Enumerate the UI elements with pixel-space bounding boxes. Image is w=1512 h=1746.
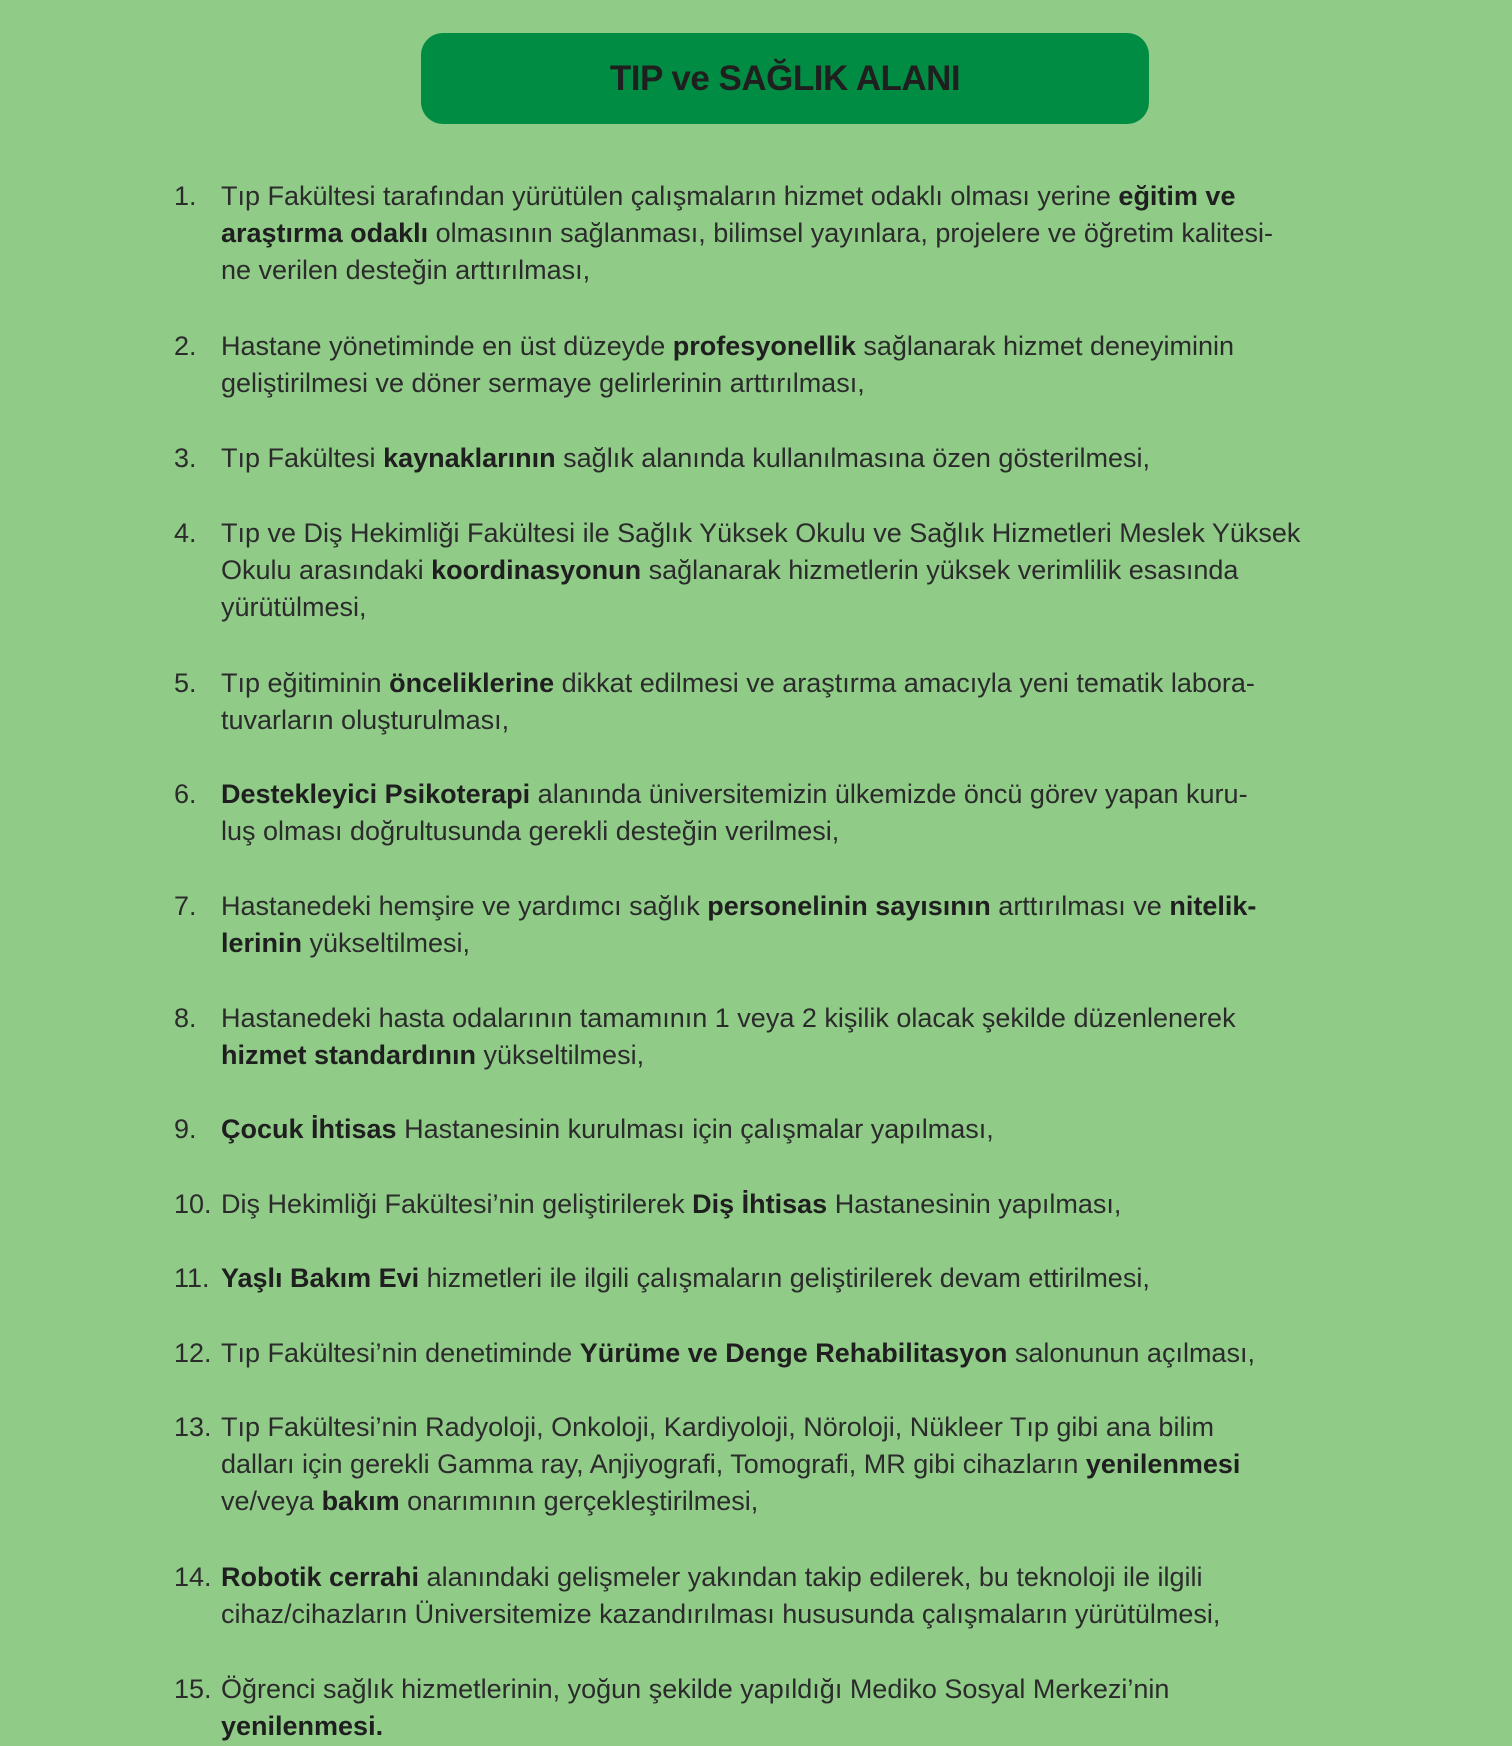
list-item-number: 14. — [174, 1562, 212, 1592]
text-segment: tuvarların oluşturulması, — [221, 705, 510, 735]
text-segment: Tıp Fakültesi’nin denetiminde — [221, 1338, 580, 1368]
text-segment: cihaz/cihazların Üniversitemize kazandırılması hususunda çalışmaların yürütülmesi, — [221, 1599, 1221, 1629]
list-item-number: 4. — [174, 518, 197, 548]
text-segment: Hastanedeki hemşire ve yardımcı sağlık — [221, 891, 708, 921]
list-item-number: 15. — [174, 1674, 212, 1704]
list-item-text — [221, 1335, 1361, 1372]
list-item-number: 9. — [174, 1114, 197, 1144]
list-item-text — [221, 1409, 1361, 1520]
text-segment: Tıp Fakültesi’nin Radyoloji, Onkoloji, Kardiyoloji, Nöroloji, Nükleer Tıp gibi ana bilim — [221, 1412, 1214, 1442]
emphasis-text: eğitim ve — [1118, 181, 1236, 211]
emphasis-text: bakım — [321, 1486, 400, 1516]
text-segment: geliştirilmesi ve döner sermaye gelirlerinin arttırılması, — [221, 368, 865, 398]
emphasis-text: yenilenmesi — [1085, 1449, 1241, 1479]
list-item-number: 12. — [174, 1338, 212, 1368]
text-line — [221, 1186, 1361, 1223]
list-item-number: 3. — [174, 443, 197, 473]
text-segment: dikkat edilmesi ve araştırma amacıyla yeni tematik labora- — [554, 668, 1255, 698]
emphasis-text: önceliklerine — [389, 668, 555, 698]
emphasis-text: koordinasyonun — [431, 555, 642, 585]
emphasis-text: nitelik- — [1169, 891, 1257, 921]
text-line — [221, 178, 1361, 215]
emphasis-text: yenilenmesi. — [221, 1711, 384, 1741]
list-item-text — [221, 1559, 1361, 1633]
list-item-number: 8. — [174, 1003, 197, 1033]
text-line — [221, 1559, 1361, 1596]
emphasis-text: personelinin sayısının — [707, 891, 991, 921]
list-item-text — [221, 328, 1361, 402]
text-segment: Hastane yönetiminde en üst düzeyde — [221, 331, 673, 361]
text-segment: yürütülmesi, — [221, 592, 367, 622]
text-segment: Okulu arasındaki — [221, 555, 432, 585]
text-line — [221, 813, 1361, 850]
text-segment: alanında üniversitemizin ülkemizde öncü görev yapan kuru- — [530, 779, 1248, 809]
text-segment: ne verilen desteğin arttırılması, — [221, 255, 591, 285]
text-segment: Hastanedeki hasta odalarının tamamının 1 veya 2 kişilik olacak şekilde düzenlenerek — [221, 1003, 1236, 1033]
text-line — [221, 215, 1361, 252]
emphasis-text: Destekleyici Psikoterapi — [221, 779, 531, 809]
list-item-text — [221, 178, 1361, 289]
text-line — [221, 1446, 1361, 1483]
text-segment: sağlanarak hizmetlerin yüksek verimlilik esasında — [641, 555, 1239, 585]
title-banner — [421, 33, 1149, 124]
emphasis-text: Diş İhtisas — [692, 1189, 828, 1219]
text-line — [221, 1037, 1361, 1074]
text-line — [221, 888, 1361, 925]
text-segment: Tıp eğitiminin — [221, 668, 390, 698]
text-segment: luş olması doğrultusunda gerekli desteğin verilmesi, — [221, 816, 840, 846]
text-segment: olmasının sağlanması, bilimsel yayınlara, projelere ve öğretim kalitesi- — [428, 218, 1273, 248]
emphasis-text: Yürüme ve Denge Rehabilitasyon — [579, 1338, 1008, 1368]
list-item-number: 13. — [174, 1412, 212, 1442]
list-item-number: 2. — [174, 331, 197, 361]
list-item-number: 10. — [174, 1189, 212, 1219]
emphasis-text: profesyonellik — [672, 331, 856, 361]
text-line — [221, 515, 1361, 552]
text-line — [221, 552, 1361, 589]
text-segment: ve/veya — [221, 1486, 322, 1516]
text-line — [221, 1409, 1361, 1446]
text-line — [221, 252, 1361, 289]
list-item-number: 1. — [174, 181, 197, 211]
text-line — [221, 1000, 1361, 1037]
emphasis-text: araştırma odaklı — [221, 218, 429, 248]
emphasis-text: kaynaklarının — [383, 443, 556, 473]
text-line — [221, 589, 1361, 626]
list-item-number: 11. — [174, 1263, 210, 1293]
text-segment: Tıp Fakültesi tarafından yürütülen çalışmaların hizmet odaklı olması yerine — [221, 181, 1119, 211]
list-item-text — [221, 515, 1361, 626]
text-segment: Tıp Fakültesi — [221, 443, 384, 473]
text-line — [221, 702, 1361, 739]
text-segment: yükseltilmesi, — [302, 928, 471, 958]
text-segment: Öğrenci sağlık hizmetlerinin, yoğun şekilde yapıldığı Mediko Sosyal Merkezi’nin — [221, 1674, 1170, 1704]
text-segment: alanındaki gelişmeler yakından takip edilerek, bu teknoloji ile ilgili — [419, 1562, 1203, 1592]
text-segment: sağlanarak hizmet deneyiminin — [855, 331, 1235, 361]
emphasis-text: lerinin — [221, 928, 303, 958]
list-item-text — [221, 1671, 1361, 1745]
text-line — [221, 776, 1361, 813]
emphasis-text: Çocuk İhtisas — [221, 1114, 397, 1144]
text-line — [221, 1596, 1361, 1633]
text-line — [221, 328, 1361, 365]
text-line — [221, 925, 1361, 962]
list-item-text — [221, 665, 1361, 739]
text-line — [221, 440, 1361, 477]
list-item-text — [221, 1111, 1361, 1148]
text-line — [221, 1483, 1361, 1520]
text-segment: dalları için gerekli Gamma ray, Anjiyografi, Tomografi, MR gibi cihazların — [221, 1449, 1086, 1479]
text-segment: Tıp ve Diş Hekimliği Fakültesi ile Sağlık Yüksek Okulu ve Sağlık Hizmetleri Meslek Yüksek — [221, 518, 1301, 548]
list-item-number: 7. — [174, 891, 197, 921]
page-title: TIP ve SAĞLIK ALANI — [609, 58, 961, 98]
list-item-text — [221, 1000, 1361, 1074]
text-segment: Hastanesinin yapılması, — [827, 1189, 1122, 1219]
text-line — [221, 365, 1361, 402]
text-line — [221, 665, 1361, 702]
emphasis-text: hizmet standardının — [221, 1040, 477, 1070]
emphasis-text: Yaşlı Bakım Evi — [221, 1263, 420, 1293]
text-line — [221, 1260, 1361, 1297]
text-segment: Hastanesinin kurulması için çalışmalar yapılması, — [396, 1114, 994, 1144]
emphasis-text: Robotik cerrahi — [221, 1562, 420, 1592]
list-item-text — [221, 440, 1361, 477]
text-line — [221, 1111, 1361, 1148]
list-item-text — [221, 888, 1361, 962]
text-line — [221, 1335, 1361, 1372]
text-segment: onarımının gerçekleştirilmesi, — [399, 1486, 759, 1516]
text-line — [221, 1708, 1361, 1745]
list-item-number: 6. — [174, 779, 197, 809]
text-line — [221, 1671, 1361, 1708]
text-segment: hizmetleri ile ilgili çalışmaların geliştirilerek devam ettirilmesi, — [419, 1263, 1150, 1293]
text-segment: yükseltilmesi, — [476, 1040, 645, 1070]
list-item-text — [221, 776, 1361, 850]
text-segment: sağlık alanında kullanılmasına özen gösterilmesi, — [555, 443, 1150, 473]
text-segment: arttırılması ve — [990, 891, 1170, 921]
text-segment: Diş Hekimliği Fakültesi’nin geliştirilerek — [221, 1189, 693, 1219]
text-segment: salonunun açılması, — [1007, 1338, 1255, 1368]
list-item-text — [221, 1186, 1361, 1223]
list-item-text — [221, 1260, 1361, 1297]
list-item-number: 5. — [174, 668, 197, 698]
